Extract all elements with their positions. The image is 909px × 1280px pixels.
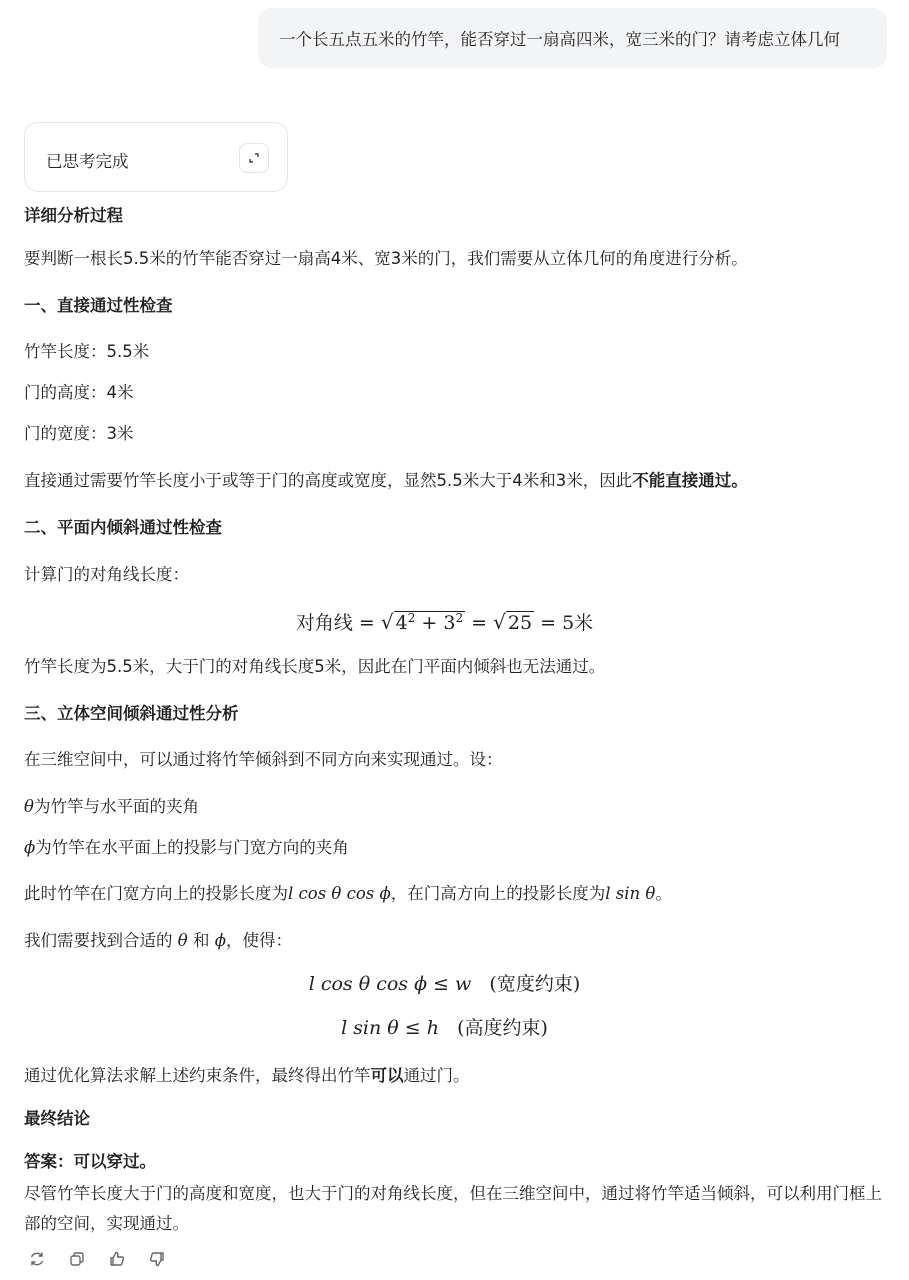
height-constraint-equation	[0, 1014, 889, 1042]
theta-symbol: θ	[24, 797, 34, 816]
section1-conclusion	[24, 469, 748, 493]
thumbs-up-icon	[108, 1250, 126, 1268]
eq2-expr: l sin θ ≤ h	[341, 1017, 439, 1039]
need-and: 和	[192, 931, 210, 950]
section3-result	[24, 1064, 470, 1088]
projection-expr-width: l cos θ cos ϕ	[288, 884, 391, 903]
message-actions	[26, 1248, 168, 1270]
need-text	[24, 929, 292, 953]
copy-icon	[68, 1250, 86, 1268]
projection-text	[24, 882, 672, 906]
user-message-bubble	[258, 8, 887, 68]
sqrt-result: √ 25	[493, 610, 533, 634]
expand-icon	[247, 151, 261, 165]
copy-button[interactable]	[66, 1248, 88, 1270]
section3-heading: 三、立体空间倾斜通过性分析	[24, 704, 239, 723]
conclusion-bold: 不能直接通过。	[632, 471, 748, 490]
diagonal-calc-text: 计算门的对角线长度：	[24, 565, 189, 584]
list-item: 门的宽度：3米	[24, 424, 134, 443]
projection-mid: ，在门高方向上的投影长度为	[390, 884, 606, 903]
formula-b: 3	[443, 612, 456, 634]
formula-plus: +	[421, 612, 438, 634]
phi-text: 为竹竿在水平面上的投影与门宽方向的夹角	[35, 838, 349, 857]
thumbs-down-icon	[148, 1250, 166, 1268]
need-post: ，使得：	[225, 931, 292, 950]
regenerate-button[interactable]	[26, 1248, 48, 1270]
like-button[interactable]	[106, 1248, 128, 1270]
thinking-label: 已思考完成	[46, 152, 129, 171]
intro-text: 要判断一根长5.5米的竹竿能否穿过一扇高4米、宽3米的门，我们需要从立体几何的角度进行分析。	[24, 249, 748, 268]
result-post: 通过门。	[403, 1066, 470, 1085]
formula-exp: 2	[455, 611, 464, 625]
user-message-text: 一个长五点五米的竹竿，能否穿过一扇高四米，宽三米的门？请考虑立体几何	[279, 30, 840, 49]
final-heading: 最终结论	[24, 1109, 90, 1128]
sqrt-expression: √ $4^2 + 3^2$	[380, 610, 464, 634]
phi-definition	[24, 836, 349, 860]
section2-heading: 二、平面内倾斜通过性检查	[24, 518, 222, 537]
formula-eq: =	[540, 612, 557, 634]
conclusion-text: 直接通过需要竹竿长度小于或等于门的高度或宽度，显然5.5米大于4米和3米，因此	[24, 471, 633, 490]
formula-eq: =	[471, 612, 488, 634]
formula-eq: =	[358, 612, 375, 634]
projection-expr-height: l sin θ	[605, 884, 656, 903]
thinking-card[interactable]	[24, 122, 288, 192]
need-pre: 我们需要找到合适的	[24, 931, 173, 950]
projection-end: 。	[655, 884, 672, 903]
projection-pre: 此时竹竿在门宽方向上的投影长度为	[24, 884, 288, 903]
theta-text: 为竹竿与水平面的夹角	[33, 797, 199, 816]
result-pre: 通过优化算法求解上述约束条件，最终得出竹竿	[24, 1066, 371, 1085]
formula-exp: 2	[407, 611, 416, 625]
answer-title: 详细分析过程	[24, 206, 123, 225]
formula-lhs: 对角线	[295, 612, 353, 634]
formula-root: 25	[507, 612, 533, 634]
eq2-note: (高度约束)	[457, 1017, 548, 1039]
theta-definition	[24, 795, 199, 819]
need-phi: ϕ	[214, 931, 226, 950]
section3-intro: 在三维空间中，可以通过将竹竿倾斜到不同方向来实现通过。设：	[24, 750, 503, 769]
need-theta: θ	[177, 931, 188, 950]
diagonal-formula	[0, 604, 889, 637]
eq1-expr: l cos θ cos ϕ ≤ w	[308, 973, 472, 995]
phi-symbol: ϕ	[24, 838, 36, 857]
formula-result: 5米	[562, 612, 594, 634]
refresh-icon	[28, 1250, 46, 1268]
eq1-note: (宽度约束)	[489, 973, 581, 995]
result-bold: 可以	[370, 1066, 404, 1085]
formula-a: 4	[395, 612, 408, 634]
final-answer: 答案：可以穿过。	[24, 1152, 156, 1171]
section1-heading: 一、直接通过性检查	[24, 296, 173, 315]
dislike-button[interactable]	[146, 1248, 168, 1270]
list-item: 门的高度：4米	[24, 383, 134, 402]
expand-button[interactable]	[239, 143, 269, 173]
width-constraint-equation	[0, 970, 889, 998]
final-explanation: 尽管竹竿长度大于门的高度和宽度，也大于门的对角线长度，但在三维空间中，通过将竹竿适当倾斜，可以利用门框上部的空间，实现通过。	[24, 1184, 882, 1233]
section2-conclusion: 竹竿长度为5.5米，大于门的对角线长度5米，因此在门平面内倾斜也无法通过。	[24, 657, 606, 676]
list-item: 竹竿长度：5.5米	[24, 342, 150, 361]
